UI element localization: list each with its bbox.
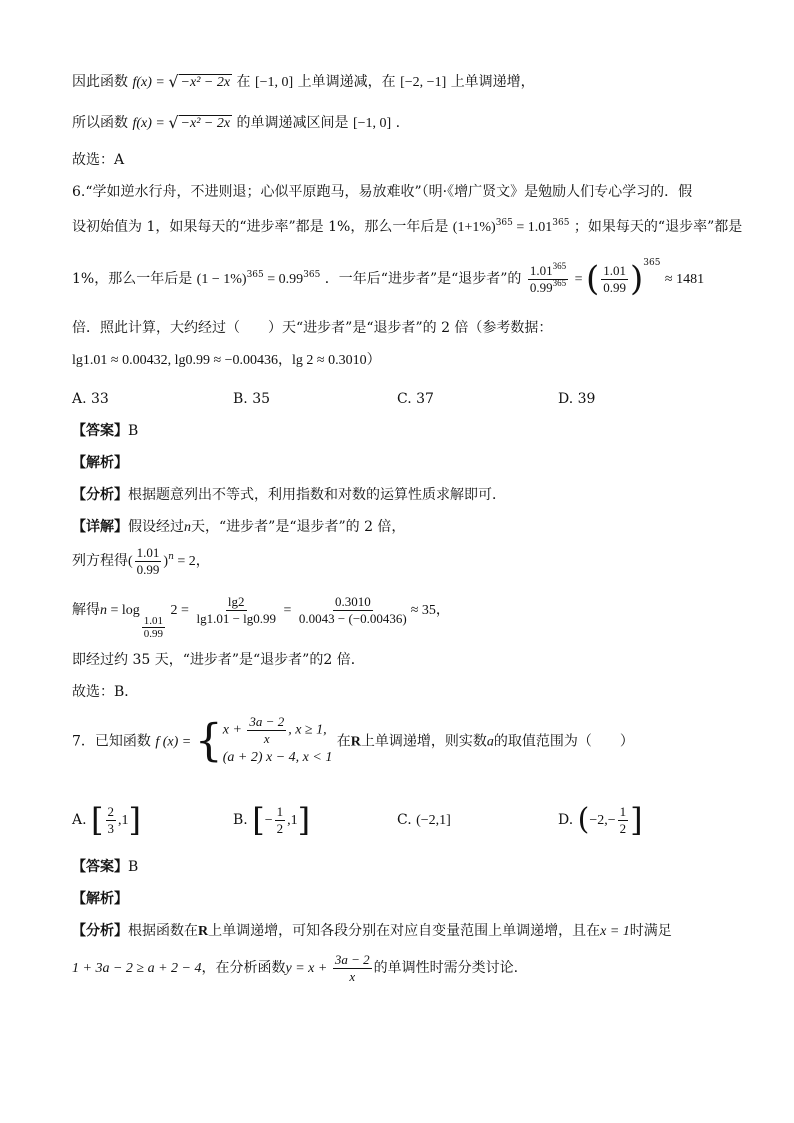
q6-stem-line-4: 倍．照此计算，大约经过（ ）天“进步者”是“退步者”的 2 倍（参考数据： (72, 320, 553, 336)
q6-stem-line-1: 6.“学如逆水行舟，不进则退；心似平原跑马，易放难收”（明·《增广贤文》是勉励人们专心学习的．假 (72, 184, 693, 200)
text-segment: 在 (336, 733, 351, 750)
q7-analysis-heading (72, 889, 128, 909)
text-segment: 上单调递增，可知各段分别在对应自变量范围上单调递增，且在 (208, 923, 601, 939)
analysis-tag: 【解析】 (72, 891, 128, 907)
solution-fraction-1 (194, 594, 278, 627)
fraction-denominator: x (349, 968, 356, 984)
q7-fenxi (72, 921, 672, 942)
fraction-denominator: 0.99 (143, 628, 164, 640)
fraction-denominator: 0.99 (529, 279, 553, 295)
variable-n: n (100, 603, 107, 618)
equation-fraction (135, 545, 162, 578)
fraction-denominator: 3 (107, 820, 114, 836)
interval: [−1, 0] (352, 116, 392, 131)
sqrt-expression: √ −x² − 2x (168, 113, 231, 132)
q6-option-c: C. 37 (397, 391, 434, 407)
q7-option-a: A. [ $\frac{2}{3}$ ,1] (72, 801, 141, 839)
variable-a: a (486, 734, 494, 750)
q6-analysis-heading (72, 453, 128, 473)
q7-answer (72, 857, 138, 877)
q6-conclusion: 即经过约 35 天，“进步者”是“退步者”的2 倍． (72, 652, 365, 668)
q6-choice: 故选：B． (72, 684, 139, 700)
math-segment: ,1 (118, 813, 129, 828)
text-segment: 7．已知函数 (72, 733, 151, 750)
math-segment: = 2， (173, 554, 210, 569)
answer-value: B (128, 423, 139, 439)
text-segment: 在 (236, 74, 251, 90)
q7-option-c (397, 800, 451, 841)
math-segment: x = 1 (600, 924, 630, 939)
piece-fraction (247, 714, 286, 747)
fraction-numerator: 1 (619, 803, 627, 819)
exponent: 365 (495, 218, 513, 228)
piecewise-rows (223, 714, 333, 769)
math-segment: ≈ 35， (410, 603, 450, 618)
math-segment: y = x + (285, 961, 331, 976)
text-segment: 上单调递增， (450, 74, 535, 90)
variable-n: n (184, 520, 191, 535)
set-R: R (198, 924, 209, 939)
decreasing-interval-line (72, 113, 400, 134)
fenxi-text: 根据题意列出不等式，利用指数和对数的运算性质求解即可． (128, 487, 506, 503)
q6-stem-line-3 (72, 258, 705, 299)
answer-tag: 【答案】 (72, 859, 128, 875)
q6-equation-line: 列方程得( $\frac{1.01}{0.99}$ )$^n$ = 2， (72, 544, 210, 577)
log-base-fraction (142, 615, 165, 640)
math-segment: 2 = (167, 603, 193, 618)
exponent: 365 (552, 260, 567, 271)
text-segment: 因此函数 (72, 74, 128, 90)
text-segment: 根据函数在 (128, 923, 198, 939)
q6-solution-line: 解得n = log $\frac{1.01}{0.99}$ 2 = $\frac{\lg 2}{\lg 1.01 - \lg 0.99}$ = $\frac{0.3010}{0.0043 - (-0.00436)}$ ≈ 35， (72, 593, 450, 640)
ratio-fraction-2 (601, 263, 628, 296)
q6-option-a: A. 33 (72, 391, 109, 407)
q6-xiangjie (72, 517, 405, 538)
analysis-tag: 【解析】 (72, 455, 128, 471)
text-segment: 的单调递减区间是 (236, 115, 349, 131)
option-fraction (106, 804, 117, 837)
text-segment: 上单调递减，在 (297, 74, 396, 90)
math-segment: (1 − 1%) (196, 272, 247, 287)
fraction-denominator: 2 (619, 820, 627, 836)
fraction-denominator: x (263, 731, 270, 746)
exponent: 365 (643, 258, 661, 268)
fraction-denominator: 2 (276, 820, 284, 836)
fraction-numerator: 1 (276, 803, 284, 819)
fraction-numerator: 3a − 2 (334, 951, 370, 967)
fraction-numerator: 1.01 (529, 262, 553, 278)
math-segment: −2,− (589, 813, 616, 828)
fraction-numerator: 1.01 (603, 262, 627, 278)
text-segment: ；如果每天的“退步率”都是 (573, 219, 743, 235)
q7-option-d: D. (−2,− $\frac{1}{2}$ ] (558, 801, 643, 839)
math-segment: ,1 (287, 813, 298, 828)
answer-value: B (128, 859, 139, 875)
fraction-numerator: 3a − 2 (249, 714, 285, 729)
exponent: n (168, 552, 174, 562)
choice-line: 故选：A (72, 152, 125, 168)
approx-value: ≈ 1481 (664, 272, 705, 287)
text-segment: ，在分析函数 (201, 960, 286, 976)
sqrt-body: −x² − 2x (180, 115, 231, 131)
interval: [−1, 0] (254, 75, 294, 90)
piece-row-2: (a + 2) x − 4, x < 1 (222, 750, 333, 765)
text-segment: 所以函数 (72, 115, 128, 131)
option-label: B. (233, 812, 248, 828)
option-fraction (275, 804, 286, 837)
exponent: 365 (552, 218, 570, 228)
q7-fenxi-line-2 (72, 950, 518, 987)
math-segment: = 0.99 (263, 272, 304, 287)
q6-answer (72, 421, 138, 441)
y-fraction (333, 952, 372, 985)
q6-fenxi (72, 485, 506, 505)
math-segment: (−2,1] (416, 813, 451, 828)
function-label: f(x) = (132, 75, 169, 90)
exponent: 365 (552, 277, 567, 288)
text-segment: 1%，那么一年后是 (72, 271, 193, 287)
text-segment: 时满足 (629, 923, 672, 939)
fraction-denominator: lg1.01 − lg0.99 (196, 610, 277, 626)
log-symbol: = log (107, 603, 140, 618)
fraction-denominator: 0.0043 − (−0.00436) (298, 610, 407, 626)
fenxi-tag: 【分析】 (72, 487, 128, 503)
fraction-denominator: 0.99 (136, 561, 160, 577)
text-segment: . (395, 115, 401, 131)
sqrt-expression: √ −x² − 2x (168, 72, 231, 91)
left-paren: ( (586, 259, 600, 299)
text-segment: 列方程得 (72, 553, 128, 569)
fraction-numerator: lg2 (227, 593, 245, 609)
left-brace: { (194, 715, 223, 767)
text-segment: 上单调递增，则实数 (360, 733, 487, 750)
fraction-numerator: 1.01 (143, 615, 164, 627)
fraction-numerator: 2 (107, 803, 114, 819)
math-segment: x + (222, 722, 246, 738)
text-segment: 解得 (72, 602, 100, 618)
option-label: C. (397, 812, 412, 828)
xiangjie-tag: 【详解】 (72, 519, 128, 535)
text-segment: 天，“进步者”是“退步者”的 2 倍， (191, 519, 406, 535)
q6-reference-data: lg1.01 ≈ 0.00432, lg0.99 ≈ −0.00436，lg 2 ≈ 0.3010） (72, 353, 381, 368)
exponent: 365 (246, 270, 264, 280)
q6-option-d: D. 39 (558, 391, 596, 407)
text-segment: 的单调性时需分类讨论. (373, 960, 519, 976)
answer-tag: 【答案】 (72, 423, 128, 439)
math-segment: = 1.01 (512, 220, 553, 235)
text-segment: 的取值范围为（ ） (493, 733, 634, 750)
fraction-numerator: 0.3010 (334, 593, 371, 609)
q7-stem (72, 714, 634, 770)
option-fraction (618, 804, 629, 837)
fraction-denominator: 0.99 (603, 279, 627, 295)
math-segment: − (264, 813, 273, 828)
solution-fraction-2 (297, 594, 409, 627)
fenxi-tag: 【分析】 (72, 923, 128, 939)
fraction-numerator: 1.01 (136, 544, 160, 560)
text-segment: ．一年后“进步者”是“退步者”的 (324, 271, 522, 287)
inequality: 1 + 3a − 2 ≥ a + 2 − 4 (72, 961, 202, 976)
function-label: f (x) = (155, 734, 195, 750)
text-segment: 假设经过 (128, 519, 184, 535)
math-segment: (1+1%) (452, 220, 496, 235)
option-label: A. (72, 812, 87, 828)
q7-option-b: B. [− $\frac{1}{2}$ ,1] (233, 801, 311, 839)
interval: [−2, −1] (400, 75, 447, 90)
right-paren: ) (630, 259, 644, 299)
ratio-fraction (528, 260, 568, 296)
math-segment: , x ≥ 1, (288, 722, 327, 738)
set-R: R (350, 734, 361, 750)
q6-option-b: B. 35 (233, 391, 271, 407)
q6-stem-line-2 (72, 217, 742, 238)
piece-row-1 (223, 714, 333, 747)
function-label: f(x) = (132, 116, 169, 131)
exponent: 365 (303, 270, 321, 280)
monotonic-statement-line (72, 72, 535, 93)
equals-sign: = (574, 272, 586, 287)
text-segment: 设初始值为 1，如果每天的“进步率”都是 1%，那么一年后是 (72, 219, 449, 235)
sqrt-body: −x² − 2x (180, 74, 231, 90)
option-label: D. (558, 812, 574, 828)
